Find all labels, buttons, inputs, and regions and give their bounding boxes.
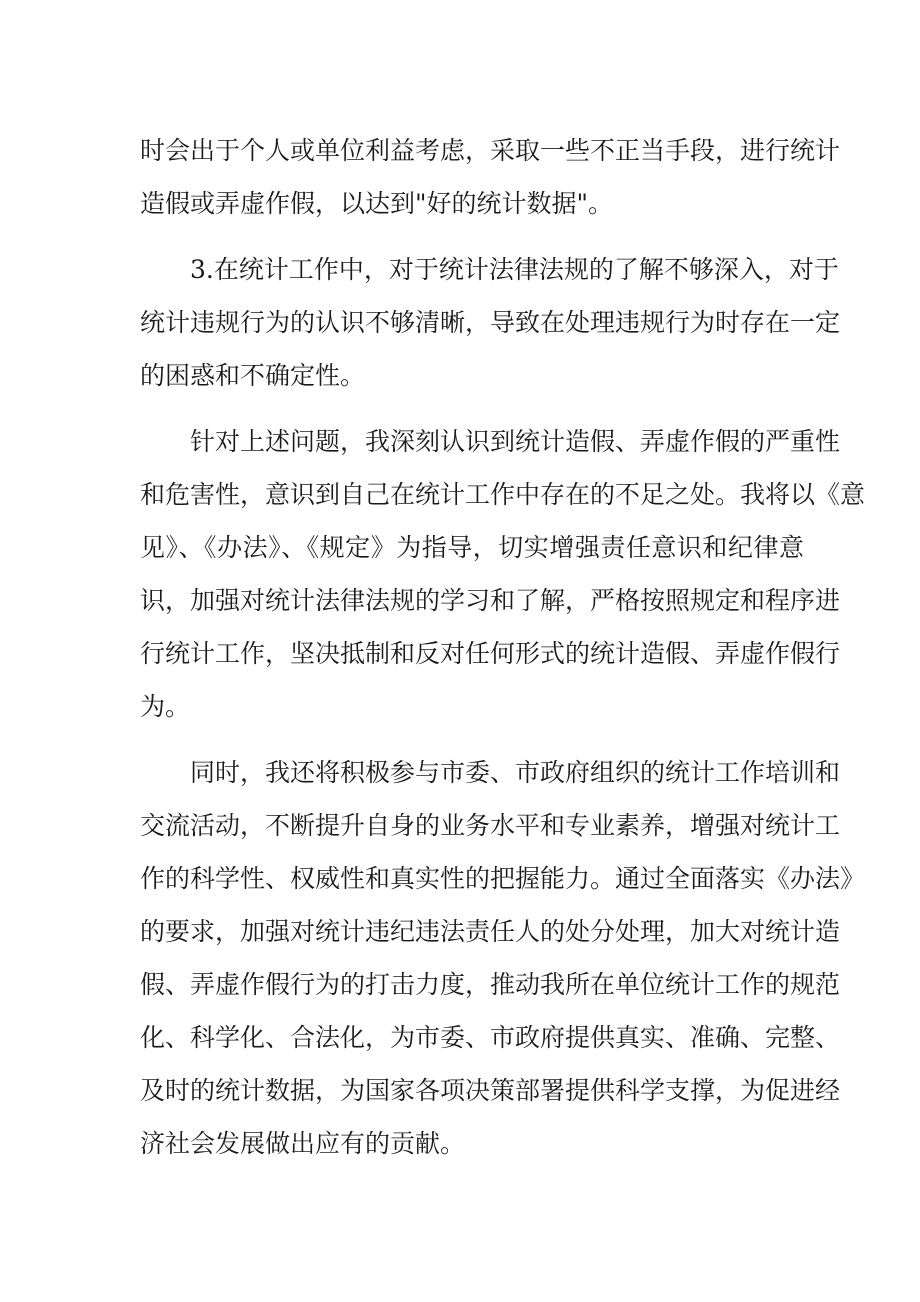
text-line: 和危害性，意识到自己在统计工作中存在的不足之处。我将以《意 [140,480,866,509]
text-line: 造假或弄虚作假，以达到"好的统计数据"。 [140,189,613,218]
text-line: 3.在统计工作中，对于统计法律法规的了解不够深入，对于 [140,255,839,284]
paragraph-1 [140,124,841,230]
text-line: 识，加强对统计法律法规的学习和了解，严格按照规定和程序进 [140,586,841,615]
text-line: 假、弄虚作假行为的打击力度，推动我所在单位统计工作的规范 [140,970,841,999]
paragraph-2 [140,243,841,402]
text-line: 化、科学化、合法化，为市委、市政府提供真实、准确、完整、 [140,1023,841,1052]
text-line: 时会出于个人或单位利益考虑，采取一些不正当手段，进行统计 [140,136,841,165]
text-line: 及时的统计数据，为国家各项决策部署提供科学支撑，为促进经 [140,1076,841,1105]
paragraph-4 [140,746,866,1170]
text-line: 见》、《办法》、《规定》为指导，切实增强责任意识和纪律意 [140,533,804,562]
text-line: 的困惑和不确定性。 [140,361,366,390]
text-line: 作的科学性、权威性和真实性的把握能力。通过全面落实《办法》 [140,864,866,893]
text-line: 统计违规行为的认识不够清晰，导致在处理违规行为时存在一定 [140,308,841,337]
document-body [140,124,866,1170]
text-line: 为。 [140,692,191,721]
text-line: 同时，我还将积极参与市委、市政府组织的统计工作培训和 [140,758,841,787]
text-line: 针对上述问题，我深刻认识到统计造假、弄虚作假的严重性 [140,427,841,456]
text-line: 交流活动，不断提升自身的业务水平和专业素养，增强对统计工 [140,811,841,840]
text-line: 的要求，加强对统计违纪违法责任人的处分处理，加大对统计造 [140,917,841,946]
text-line: 行统计工作，坚决抵制和反对任何形式的统计造假、弄虚作假行 [140,639,841,668]
text-line: 济社会发展做出应有的贡献。 [140,1129,466,1158]
paragraph-3 [140,415,866,733]
